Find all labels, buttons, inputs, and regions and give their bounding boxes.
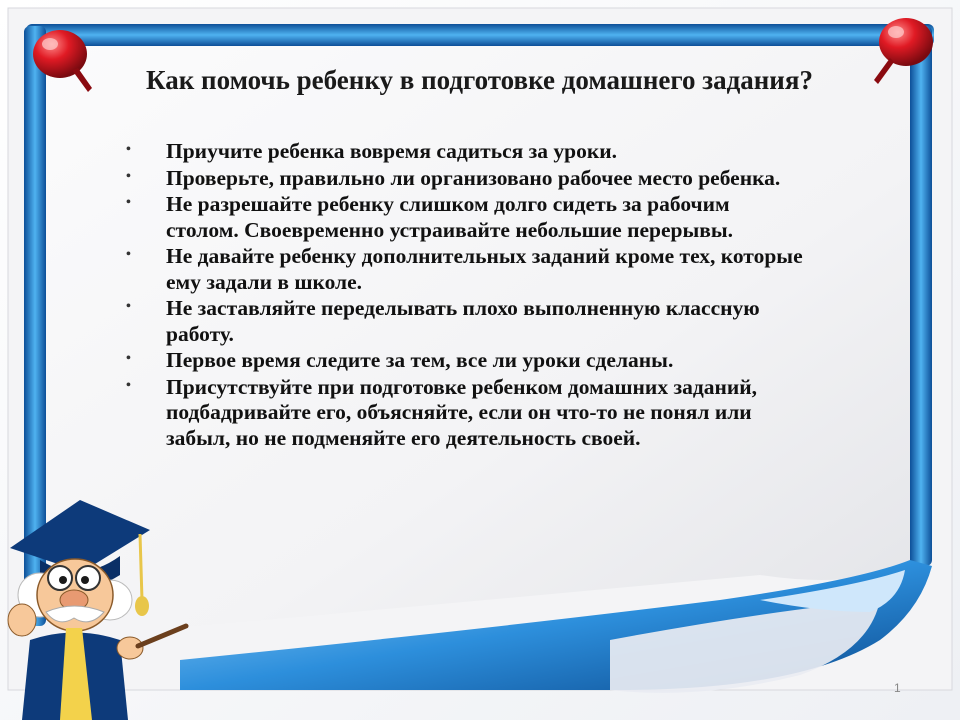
list-item	[124, 192, 804, 243]
bullet-icon: •	[126, 247, 131, 262]
tip-text: Проверьте, правильно ли организовано рабочее место ребенка.	[166, 165, 781, 190]
list-item	[124, 244, 804, 295]
slide-title: Как помочь ребенку в подготовке домашнего задания?	[146, 65, 813, 95]
tip-text: Не заставляйте переделывать плохо выполненную классную работу.	[166, 296, 760, 346]
bullet-icon: •	[126, 195, 131, 210]
page-number: 1	[894, 681, 901, 695]
list-item	[124, 296, 804, 347]
bullet-icon: •	[126, 299, 131, 314]
bullet-icon: •	[126, 168, 131, 184]
bullet-icon: •	[126, 142, 131, 157]
tip-text: Первое время следите за тем, все ли уроки сделаны.	[166, 348, 674, 372]
tips-list	[124, 139, 804, 452]
list-item	[124, 139, 804, 165]
tip-text: Не разрешайте ребенку слишком долго сидеть за рабочим столом. Своевременно устраивайте небольшие перерывы.	[166, 192, 734, 242]
bullet-icon: •	[126, 351, 131, 366]
list-item	[124, 375, 804, 452]
list-item	[124, 348, 804, 374]
list-item	[124, 166, 804, 192]
tip-text: Присутствуйте при подготовке ребенком домашних заданий, подбадривайте его, объясняйте, если он что-то не понял или забыл, но не подменяйте его деятельность своей.	[166, 374, 757, 450]
bullet-icon: •	[126, 377, 131, 393]
tip-text: Приучите ребенка вовремя садиться за уроки.	[166, 139, 618, 163]
tip-text: Не давайте ребенку дополнительных заданий кроме тех, которые ему задали в школе.	[166, 244, 803, 294]
